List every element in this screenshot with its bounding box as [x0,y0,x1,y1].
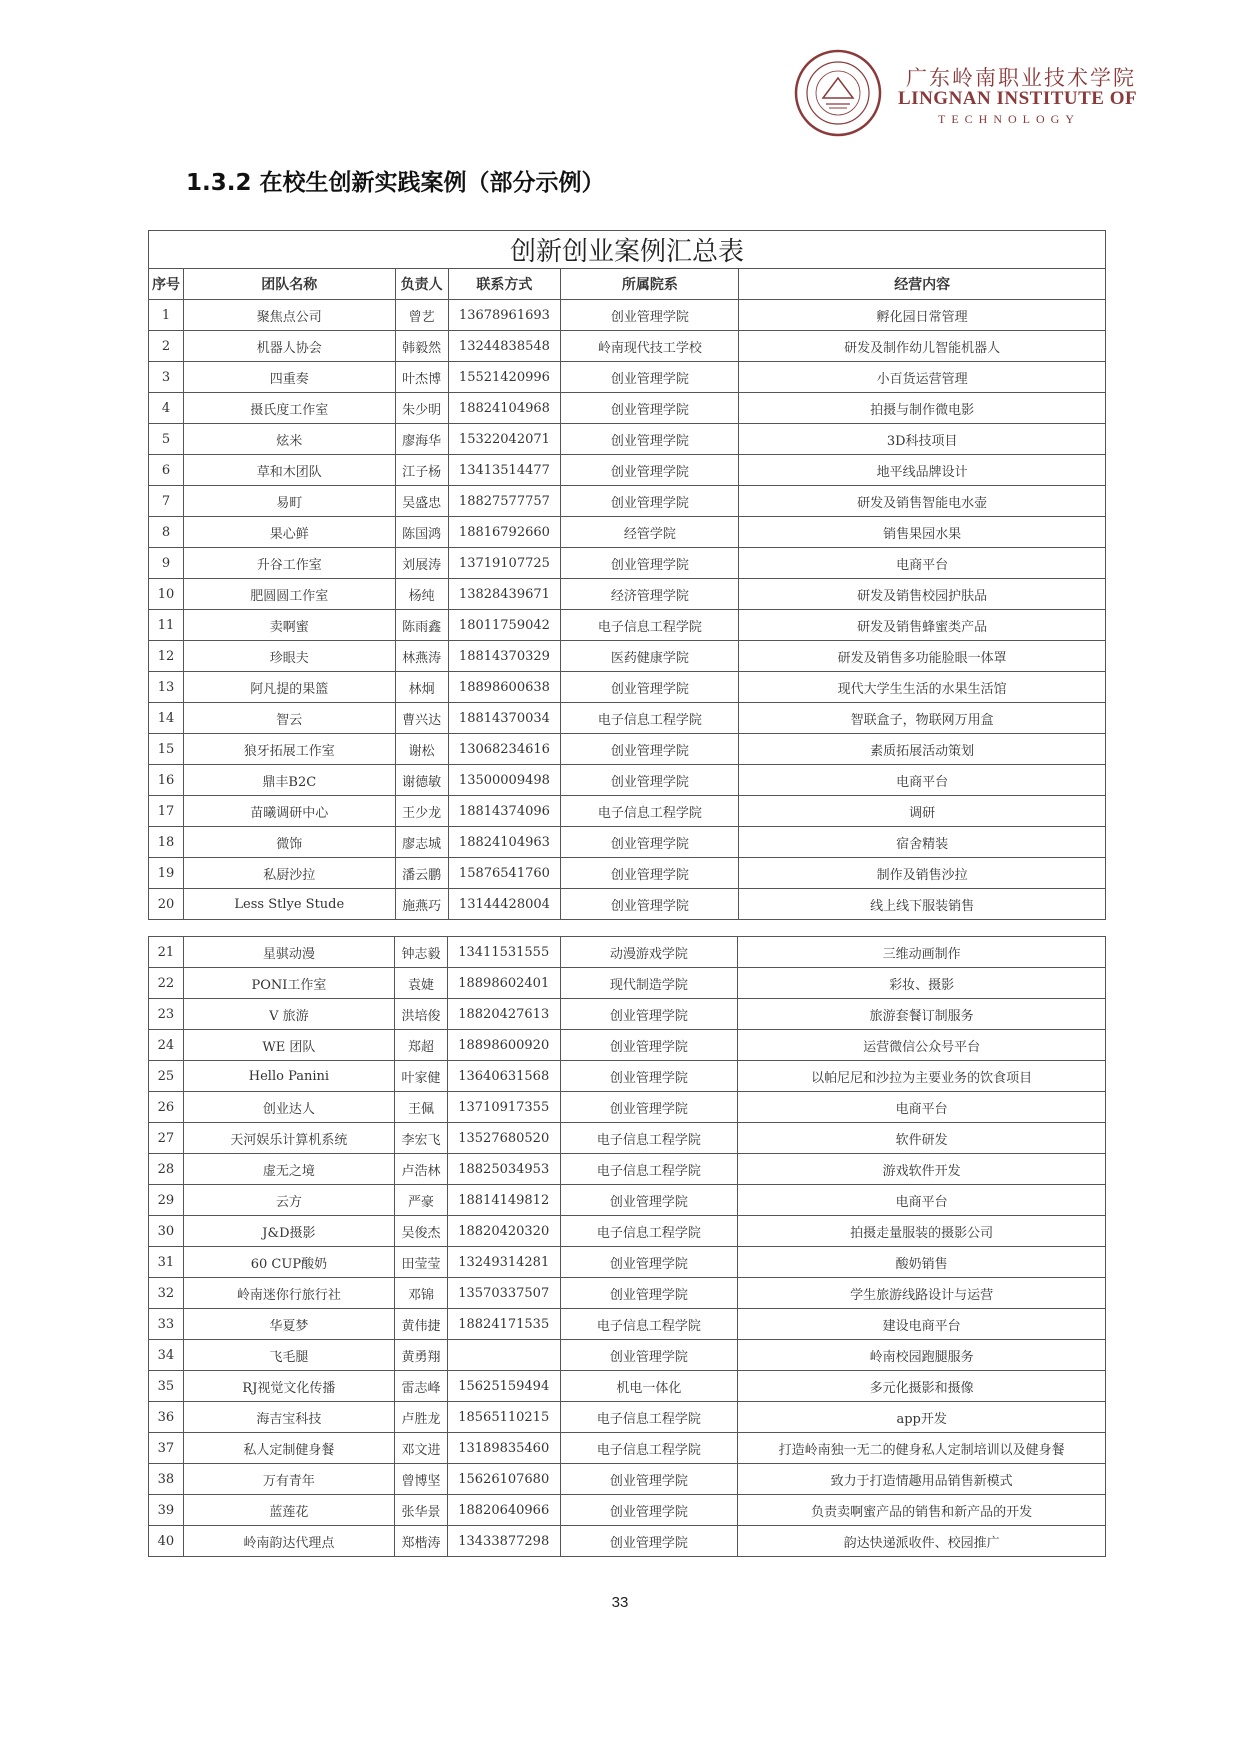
table-cell: 负责卖啊蜜产品的销售和新产品的开发 [738,1495,1106,1526]
table-cell: Hello Panini [183,1061,394,1092]
table-cell: 23 [149,999,184,1030]
table-body-part1 [149,300,1106,920]
table-row [149,300,1106,331]
table-cell: 叶家健 [395,1061,448,1092]
table-cell: 研发及销售智能电水壶 [739,486,1106,517]
table-cell: 9 [149,548,184,579]
table-cell: 24 [149,1030,184,1061]
col-header: 所属院系 [561,269,739,300]
brand-name-en: LINGNAN INSTITUTE OF [898,88,1138,109]
table-row [149,1216,1106,1247]
table-row [149,579,1106,610]
table-cell: 虚无之境 [183,1154,394,1185]
table-cell: 13249314281 [447,1247,560,1278]
table-cell: 18814370034 [448,703,561,734]
table-cell: 洪培俊 [395,999,448,1030]
table-cell: 小百货运营管理 [739,362,1106,393]
table-cell: 飞毛腿 [183,1340,394,1371]
table-row [149,486,1106,517]
table-cell: 21 [149,937,184,968]
table-cell: 36 [149,1402,184,1433]
table-cell: 天河娱乐计算机系统 [183,1123,394,1154]
table-cell: 创业管理学院 [561,672,739,703]
table-cell: 谢松 [395,734,448,765]
table-cell: 17 [149,796,184,827]
table-cell: 6 [149,455,184,486]
cases-table-part2 [148,936,1106,1557]
table-cell: 旅游套餐订制服务 [738,999,1106,1030]
table-cell: 草和木团队 [183,455,395,486]
table-cell: 60 CUP酸奶 [183,1247,394,1278]
table-cell: 云方 [183,1185,394,1216]
table-cell: 13 [149,672,184,703]
table-cell: 39 [149,1495,184,1526]
table-cell: 江子杨 [395,455,448,486]
table-cell: 制作及销售沙拉 [739,858,1106,889]
table-cell: 韩毅然 [395,331,448,362]
table-cell: 施燕巧 [395,889,448,920]
table-row [149,1495,1106,1526]
table-cell: 13719107725 [448,548,561,579]
table-row [149,362,1106,393]
table-cell: 电子信息工程学院 [561,703,739,734]
table-cell: 30 [149,1216,184,1247]
table-cell: 陈国鸿 [395,517,448,548]
table-cell: 钟志毅 [395,937,448,968]
table-cell: 经管学院 [561,517,739,548]
table-row [149,796,1106,827]
table-cell: 以帕尼尼和沙拉为主要业务的饮食项目 [738,1061,1106,1092]
table-cell: 32 [149,1278,184,1309]
table-cell: 11 [149,610,184,641]
table-cell: 创业管理学院 [560,1061,738,1092]
table-cell: 37 [149,1433,184,1464]
table-cell: 谢德敏 [395,765,448,796]
table-cell: 31 [149,1247,184,1278]
table-cell: 18898602401 [447,968,560,999]
table-cell: 创业管理学院 [560,999,738,1030]
table-cell: 4 [149,393,184,424]
table-cell: 电子信息工程学院 [561,796,739,827]
table-cell: 创业管理学院 [561,300,739,331]
table-cell: 蓝莲花 [183,1495,394,1526]
table-cell: 创业管理学院 [561,393,739,424]
table-cell: 5 [149,424,184,455]
table-cell: 机电一体化 [560,1371,738,1402]
table-cell: 20 [149,889,184,920]
table-cell: 7 [149,486,184,517]
table-row [149,455,1106,486]
table-cell: 8 [149,517,184,548]
table-cell: 13189835460 [447,1433,560,1464]
table-cell: 38 [149,1464,184,1495]
table-cell: 2 [149,331,184,362]
table-cell: 创业管理学院 [560,1526,738,1557]
table-cell: 13413514477 [448,455,561,486]
table-cell: 彩妆、摄影 [738,968,1106,999]
table-cell: 13678961693 [448,300,561,331]
table-cell: 研发及销售多功能脸眼一体罩 [739,641,1106,672]
table-cell: app开发 [738,1402,1106,1433]
table-cell: 创业管理学院 [561,548,739,579]
table-cell: 万有青年 [183,1464,394,1495]
table-cell: 拍摄与制作微电影 [739,393,1106,424]
table-row [149,393,1106,424]
table-cell: 创业管理学院 [560,1464,738,1495]
table-cell: 肥圆圆工作室 [183,579,395,610]
table-cell: 海吉宝科技 [183,1402,394,1433]
table-cell: 经济管理学院 [561,579,739,610]
col-header: 负责人 [395,269,448,300]
table-row [149,1123,1106,1154]
table-cell: 18824104963 [448,827,561,858]
brand-name-en-line2: TECHNOLOGY [938,112,1080,126]
table-cell: 13144428004 [448,889,561,920]
table-cell: 34 [149,1340,184,1371]
table-cell: 现代大学生生活的水果生活馆 [739,672,1106,703]
table-row [149,827,1106,858]
table-cell: 27 [149,1123,184,1154]
table-cell: 18011759042 [448,610,561,641]
table-cell: 刘展涛 [395,548,448,579]
table-row [149,765,1106,796]
table-cell: 岭南校园跑腿服务 [738,1340,1106,1371]
table-cell: 线上线下服装销售 [739,889,1106,920]
table-cell: 研发及销售蜂蜜类产品 [739,610,1106,641]
table-cell: 星骐动漫 [183,937,394,968]
table-cell: 致力于打造情趣用品销售新模式 [738,1464,1106,1495]
table-row [149,517,1106,548]
table-cell: 33 [149,1309,184,1340]
table-row [149,672,1106,703]
table-cell: 易町 [183,486,395,517]
table-cell: 1 [149,300,184,331]
table-cell: 鼎丰B2C [183,765,395,796]
table-cell: 廖志城 [395,827,448,858]
table-cell: 18824171535 [447,1309,560,1340]
table-cell: 苗曦调研中心 [183,796,395,827]
table-row [149,610,1106,641]
table-cell: 销售果园水果 [739,517,1106,548]
table-cell: 18898600920 [447,1030,560,1061]
table-row [149,703,1106,734]
table-cell: Less Stlye Stude [183,889,395,920]
table-cell: 珍眼夫 [183,641,395,672]
table-row [149,1309,1106,1340]
cases-table-part1 [148,230,1106,920]
table-cell: 陈雨鑫 [395,610,448,641]
table-cell: 13570337507 [447,1278,560,1309]
table-cell: 15521420996 [448,362,561,393]
table-cell: 电子信息工程学院 [560,1154,738,1185]
table-cell: 黄勇翔 [395,1340,448,1371]
table-row [149,1402,1106,1433]
table-cell: 创业管理学院 [561,734,739,765]
table-cell: 卢胜龙 [395,1402,448,1433]
table-row [149,1340,1106,1371]
table-cell: 13433877298 [447,1526,560,1557]
table-cell: 卖啊蜜 [183,610,395,641]
table-cell: 25 [149,1061,184,1092]
table-cell: V 旅游 [183,999,394,1030]
table-cell: 医药健康学院 [561,641,739,672]
table-cell: 多元化摄影和摄像 [738,1371,1106,1402]
table-cell: 18 [149,827,184,858]
table-cell: 15626107680 [447,1464,560,1495]
table-cell: 朱少明 [395,393,448,424]
table-cell: 18820640966 [447,1495,560,1526]
table-cell: 动漫游戏学院 [560,937,738,968]
table-row [149,1092,1106,1123]
table-cell: 18827577757 [448,486,561,517]
table-cell: 创业管理学院 [561,486,739,517]
table-cell: 3 [149,362,184,393]
table-cell: 15322042071 [448,424,561,455]
table-cell: 29 [149,1185,184,1216]
table-cell: 创业管理学院 [560,1278,738,1309]
table-cell: 18814149812 [447,1185,560,1216]
table-cell: 创业管理学院 [561,858,739,889]
table-cell: 12 [149,641,184,672]
table-cell [447,1340,560,1371]
table-cell: 卢浩林 [395,1154,448,1185]
table-cell: 私厨沙拉 [183,858,395,889]
table-cell: 张华景 [395,1495,448,1526]
table-cell: 创业管理学院 [560,1030,738,1061]
table-cell: 曹兴达 [395,703,448,734]
table-row [149,641,1106,672]
table-cell: 13710917355 [447,1092,560,1123]
table-cell: 三维动画制作 [738,937,1106,968]
table-cell: 15625159494 [447,1371,560,1402]
table-cell: 电子信息工程学院 [560,1123,738,1154]
table-cell: 18825034953 [447,1154,560,1185]
table-cell: 18816792660 [448,517,561,548]
table-cell: 聚焦点公司 [183,300,395,331]
table-row [149,1433,1106,1464]
table-cell: 吴俊杰 [395,1216,448,1247]
table-cell: WE 团队 [183,1030,394,1061]
table-row [149,1247,1106,1278]
table-cell: 26 [149,1092,184,1123]
table-cell: 韵达快递派收件、校园推广 [738,1526,1106,1557]
table-cell: 创业达人 [183,1092,394,1123]
table-cell: 四重奏 [183,362,395,393]
table-cell: 18814374096 [448,796,561,827]
table-row [149,1464,1106,1495]
table-row [149,1526,1106,1557]
table-row [149,1278,1106,1309]
table-cell: 创业管理学院 [560,1185,738,1216]
table-cell: 电子信息工程学院 [561,610,739,641]
table-cell: 拍摄走量服装的摄影公司 [738,1216,1106,1247]
table-cell: 15876541760 [448,858,561,889]
table-cell: 林炯 [395,672,448,703]
table-cell: 打造岭南独一无二的健身私人定制培训以及健身餐 [738,1433,1106,1464]
col-header: 序号 [149,269,184,300]
table-cell: 邓锦 [395,1278,448,1309]
table-cell: 机器人协会 [183,331,395,362]
table-cell: 18814370329 [448,641,561,672]
table-cell: 18820427613 [447,999,560,1030]
table-cell: 素质拓展活动策划 [739,734,1106,765]
table-cell: 袁婕 [395,968,448,999]
table-cell: 华夏梦 [183,1309,394,1340]
table-cell: 雷志峰 [395,1371,448,1402]
table-cell: 林燕涛 [395,641,448,672]
table-cell: 创业管理学院 [560,1340,738,1371]
table-cell: 电商平台 [739,548,1106,579]
table-cell: 13500009498 [448,765,561,796]
table-cell: 18565110215 [447,1402,560,1433]
table-cell: 田莹莹 [395,1247,448,1278]
table-cell: 15 [149,734,184,765]
table-cell: 严豪 [395,1185,448,1216]
table-cell: 私人定制健身餐 [183,1433,394,1464]
table-cell: 建设电商平台 [738,1309,1106,1340]
table-cell: 王佩 [395,1092,448,1123]
brand-name-cn: 广东岭南职业技术学院 [906,66,1136,90]
col-header: 经营内容 [739,269,1106,300]
table-row [149,937,1106,968]
table-cell: 酸奶销售 [738,1247,1106,1278]
table-row [149,548,1106,579]
table-cell: 电子信息工程学院 [560,1433,738,1464]
table-cell: 电子信息工程学院 [560,1216,738,1247]
table-cell: 潘云鹏 [395,858,448,889]
table-cell: 研发及制作幼儿智能机器人 [739,331,1106,362]
section-title: 1.3.2 在校生创新实践案例（部分示例） [186,170,605,196]
table-cell: 18824104968 [448,393,561,424]
table-cell: 创业管理学院 [561,362,739,393]
table-row [149,1371,1106,1402]
table-cell: 岭南迷你行旅行社 [183,1278,394,1309]
table-cell: 摄氏度工作室 [183,393,395,424]
table-row [149,968,1106,999]
table-cell: 宿舍精装 [739,827,1106,858]
table-cell: 曾博坚 [395,1464,448,1495]
table-cell: 研发及销售校园护肤品 [739,579,1106,610]
table-cell: 升谷工作室 [183,548,395,579]
table-cell: 创业管理学院 [560,1247,738,1278]
table-cell: 13068234616 [448,734,561,765]
table-cell: 电子信息工程学院 [560,1309,738,1340]
table-cell: 郑楷涛 [395,1526,448,1557]
table-cell: 18820420320 [447,1216,560,1247]
table-row [149,1061,1106,1092]
table-cell: 地平线品牌设计 [739,455,1106,486]
table-cell: 创业管理学院 [561,424,739,455]
table-cell: 学生旅游线路设计与运营 [738,1278,1106,1309]
table-cell: 邓文进 [395,1433,448,1464]
table-row [149,858,1106,889]
table-row [149,331,1106,362]
table-row [149,734,1106,765]
table-cell: 杨纯 [395,579,448,610]
table-cell: 软件研发 [738,1123,1106,1154]
table-cell: 曾艺 [395,300,448,331]
table-cell: 3D科技项目 [739,424,1106,455]
table-cell: 微饰 [183,827,395,858]
col-header: 团队名称 [183,269,395,300]
table-cell: 19 [149,858,184,889]
table-row [149,999,1106,1030]
table-cell: RJ视觉文化传播 [183,1371,394,1402]
table-cell: 现代制造学院 [560,968,738,999]
table-cell: J&D摄影 [183,1216,394,1247]
table-cell: 14 [149,703,184,734]
table-cell: 廖海华 [395,424,448,455]
table-cell: 炫米 [183,424,395,455]
table-cell: 李宏飞 [395,1123,448,1154]
table-cell: 岭南韵达代理点 [183,1526,394,1557]
table-cell: 智联盒子，物联网万用盒 [739,703,1106,734]
table-cell: 创业管理学院 [561,765,739,796]
table-cell: 22 [149,968,184,999]
table-cell: 40 [149,1526,184,1557]
table-cell: 游戏软件开发 [738,1154,1106,1185]
table-cell: 叶杰博 [395,362,448,393]
table-cell: 13828439671 [448,579,561,610]
table-row [149,424,1106,455]
page-number: 33 [611,1594,629,1611]
table-cell: 运营微信公众号平台 [738,1030,1106,1061]
table-cell: 13244838548 [448,331,561,362]
table-cell: 果心鲜 [183,517,395,548]
table-cell: 狼牙拓展工作室 [183,734,395,765]
table-cell: 黄伟捷 [395,1309,448,1340]
table-cell: 创业管理学院 [560,1092,738,1123]
table-cell: 电商平台 [738,1092,1106,1123]
table-row [149,1185,1106,1216]
table-cell: 创业管理学院 [561,889,739,920]
table-row [149,1154,1106,1185]
table-cell: 王少龙 [395,796,448,827]
table-body-part2 [149,937,1106,1557]
table-cell: 电商平台 [739,765,1106,796]
table-cell: 郑超 [395,1030,448,1061]
table-cell: 创业管理学院 [560,1495,738,1526]
table-cell: 调研 [739,796,1106,827]
table-cell: 13527680520 [447,1123,560,1154]
table-row [149,889,1106,920]
table-cell: 创业管理学院 [561,827,739,858]
table-caption: 创新创业案例汇总表 [149,231,1106,269]
table-row [149,1030,1106,1061]
table-cell: 13411531555 [447,937,560,968]
table-cell: PONI工作室 [183,968,394,999]
table-cell: 吴盛忠 [395,486,448,517]
table-cell: 10 [149,579,184,610]
table-cell: 阿凡提的果篮 [183,672,395,703]
table-cell: 16 [149,765,184,796]
col-header: 联系方式 [448,269,561,300]
table-cell: 28 [149,1154,184,1185]
table-cell: 电商平台 [738,1185,1106,1216]
table-cell: 13640631568 [447,1061,560,1092]
table-cell: 35 [149,1371,184,1402]
table-cell: 孵化园日常管理 [739,300,1106,331]
table-cell: 电子信息工程学院 [560,1402,738,1433]
institute-logo [793,48,883,138]
table-cell: 创业管理学院 [561,455,739,486]
table-cell: 岭南现代技工学校 [561,331,739,362]
table-cell: 18898600638 [448,672,561,703]
table-cell: 智云 [183,703,395,734]
